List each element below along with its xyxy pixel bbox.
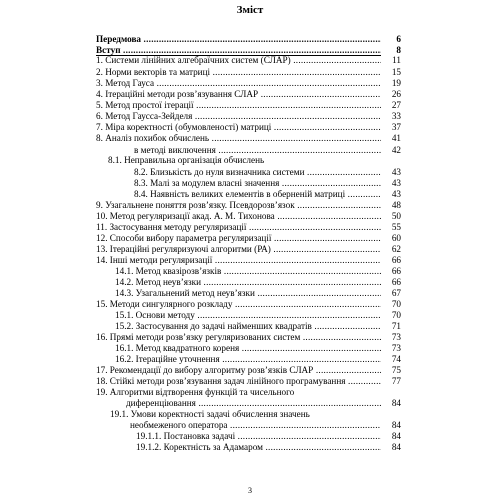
toc-entry — [0, 167, 500, 178]
toc-entry-label: 6. Метод Гаусса-Зейделя ..... — [96, 111, 400, 122]
toc-entry — [0, 189, 500, 200]
toc-entry-label: 15.2. Застосування до задачі найменших квадратів ..... — [115, 321, 400, 332]
toc-entry-page: 48 — [381, 200, 401, 211]
toc-entry — [0, 442, 500, 453]
toc-entry-page: 27 — [381, 100, 401, 111]
toc-entry-label: в методі виключення ..... — [134, 145, 400, 156]
toc-entry-label: 16.2. Ітераційне уточнення ..... — [115, 354, 400, 365]
toc-entry — [0, 376, 500, 387]
toc-entry — [0, 34, 500, 45]
toc-entry-label: 14.2. Метод неув’язки ..... — [115, 277, 400, 288]
toc-entry-page: 8 — [381, 45, 401, 56]
toc-entry-label: 19.1.1. Постановка задачі ..... — [136, 431, 400, 442]
toc-entry-label: 14.3. Узагальнений метод неув’язки ..... — [115, 288, 400, 299]
toc-entry-page: 60 — [381, 233, 401, 244]
toc-entry-label: 2. Норми векторів та матриці ..... — [96, 67, 400, 78]
toc-entry-label: 11. Застосування методу регуляризації ..... — [96, 222, 400, 233]
toc-entry-page: 84 — [381, 442, 401, 453]
toc-entry — [0, 321, 500, 332]
toc-entry — [0, 420, 500, 431]
toc-entry-label: 3. Метод Гауса ..... — [96, 78, 400, 89]
toc-entry-page: 66 — [381, 266, 401, 277]
toc-entry-label: 16. Прямі методи розв’язку регуляризованих систем ..... — [96, 332, 400, 343]
toc-entry — [0, 332, 500, 343]
toc-entry-page: 43 — [381, 167, 401, 178]
toc-entry-label: 14. Інші методи регуляризації ..... — [96, 255, 400, 266]
toc-entry-page: 50 — [381, 211, 401, 222]
toc-entry — [0, 133, 500, 144]
page-number: 3 — [248, 486, 252, 495]
toc-entry-page: 73 — [381, 332, 401, 343]
toc-entry-page: 70 — [381, 310, 401, 321]
toc-entry-label: 8. Аналіз похибок обчислень ..... — [96, 133, 400, 144]
toc-entry-page: 42 — [381, 145, 401, 156]
toc-entry-page: 73 — [381, 343, 401, 354]
toc-entry-page: 37 — [381, 122, 401, 133]
toc-entry-first-line: 19.1. Умови коректності задачі обчислення значень — [110, 409, 310, 419]
toc-entry-label: Вступ ..... — [96, 45, 400, 56]
toc-entry-label: 14.1. Метод квазірозв’язків ..... — [115, 266, 400, 277]
toc-entry-label: 12. Способи вибору параметра регуляризації ..... — [96, 233, 400, 244]
toc-entry — [0, 111, 500, 122]
toc-entry — [0, 178, 500, 189]
toc-entry-page: 71 — [381, 321, 401, 332]
toc-entry-label: 8.3. Малі за модулем власні значення ..... — [134, 178, 400, 189]
toc-entry — [0, 211, 500, 222]
toc-entry — [0, 398, 500, 409]
toc-entry-page: 77 — [381, 376, 401, 387]
toc-entry-page: 41 — [381, 133, 401, 144]
toc-entry-first-line: 8.1. Неправильна організація обчислень — [108, 155, 265, 165]
toc-entry-page: 43 — [381, 178, 401, 189]
toc-entry-label: 13. Ітераційні регуляризуючі алгоритми (РА) ..... — [96, 244, 400, 255]
toc-entry — [0, 233, 500, 244]
toc-entry-page: 55 — [381, 222, 401, 233]
toc-entry-page: 43 — [381, 189, 401, 200]
toc-entry-label: 8.2. Близькість до нуля визначника системи ..... — [134, 167, 400, 178]
toc-entry — [0, 222, 500, 233]
toc-entry — [0, 354, 500, 365]
toc-entry — [0, 55, 500, 66]
toc-entry — [0, 89, 500, 100]
toc-entry-page: 15 — [381, 67, 401, 78]
toc-entry-page: 74 — [381, 354, 401, 365]
toc-entry-label: 7. Міра коректності (обумовленості) матриці ..... — [96, 122, 400, 133]
toc-entry-first-line: 19. Алгоритми відтворення функцій та чисельного — [96, 387, 295, 397]
toc-entry — [0, 255, 500, 266]
toc-entry-label: 1. Системи лінійних алгебраїчних систем (СЛАР) ..... — [96, 55, 400, 66]
toc-entry-label: 17. Рекомендації до вибору алгоритму розв’язків СЛАР ..... — [96, 365, 400, 376]
toc-entry — [0, 310, 500, 321]
toc-entry-label: 4. Ітераційні методи розв’язування СЛАР ..... — [96, 89, 400, 100]
toc-entry-label: 19.1.2. Коректність за Адамаром ..... — [136, 442, 400, 453]
toc-entry-page: 11 — [381, 55, 401, 66]
toc-entry — [0, 67, 500, 78]
toc-entry-page: 70 — [381, 299, 401, 310]
toc-entry-label: 8.4. Наявність великих елементів в оберненій матриці ..... — [134, 189, 400, 200]
toc-entry — [0, 244, 500, 255]
toc-entry — [0, 431, 500, 442]
toc-entry-label: необмеженого оператора ..... — [130, 420, 400, 431]
page-title: Зміст — [236, 4, 264, 16]
toc-entry — [0, 277, 500, 288]
toc-entry — [0, 343, 500, 354]
toc-entry — [0, 122, 500, 133]
toc-entry — [0, 145, 500, 156]
toc-entry-page: 62 — [381, 244, 401, 255]
toc-entry-page: 66 — [381, 277, 401, 288]
toc-entry-label: 9. Узагальнене поняття розв’язку. Псевдорозв’язок ..... — [96, 200, 400, 211]
toc-entry-page: 26 — [381, 89, 401, 100]
toc-entry — [0, 100, 500, 111]
toc-entry-page: 67 — [381, 288, 401, 299]
toc-entry-label: 16.1. Метод квадратного кореня ..... — [115, 343, 400, 354]
toc-entry-label: Передмова ..... — [96, 34, 400, 45]
toc-entry-label: 10. Метод регуляризації акад. А. М. Тихонова ..... — [96, 211, 400, 222]
toc-entry-page: 33 — [381, 111, 401, 122]
toc-entry-page: 84 — [381, 398, 401, 409]
toc-entry-label: 15.1. Основи методу ..... — [115, 310, 400, 321]
toc-entry-label: диференціювання ..... — [126, 398, 400, 409]
toc-entry — [0, 288, 500, 299]
toc-entry-page: 19 — [381, 78, 401, 89]
toc-entry — [0, 78, 500, 89]
toc-entry — [0, 299, 500, 310]
toc-entry — [0, 365, 500, 376]
toc-entry-label: 18. Стійкі методи розв’язування задач лінійного програмування ..... — [96, 376, 400, 387]
toc-entry-page: 75 — [381, 365, 401, 376]
toc-entry-label: 5. Метод простої ітерації ..... — [96, 100, 400, 111]
toc-entry-label: 15. Методи сингулярного розкладу ..... — [96, 299, 400, 310]
toc-entry-page: 66 — [381, 255, 401, 266]
toc-entry-page: 84 — [381, 431, 401, 442]
toc-entry-page: 6 — [381, 34, 401, 45]
toc-entry — [0, 266, 500, 277]
toc-entry — [0, 200, 500, 211]
toc-entry-page: 84 — [381, 420, 401, 431]
